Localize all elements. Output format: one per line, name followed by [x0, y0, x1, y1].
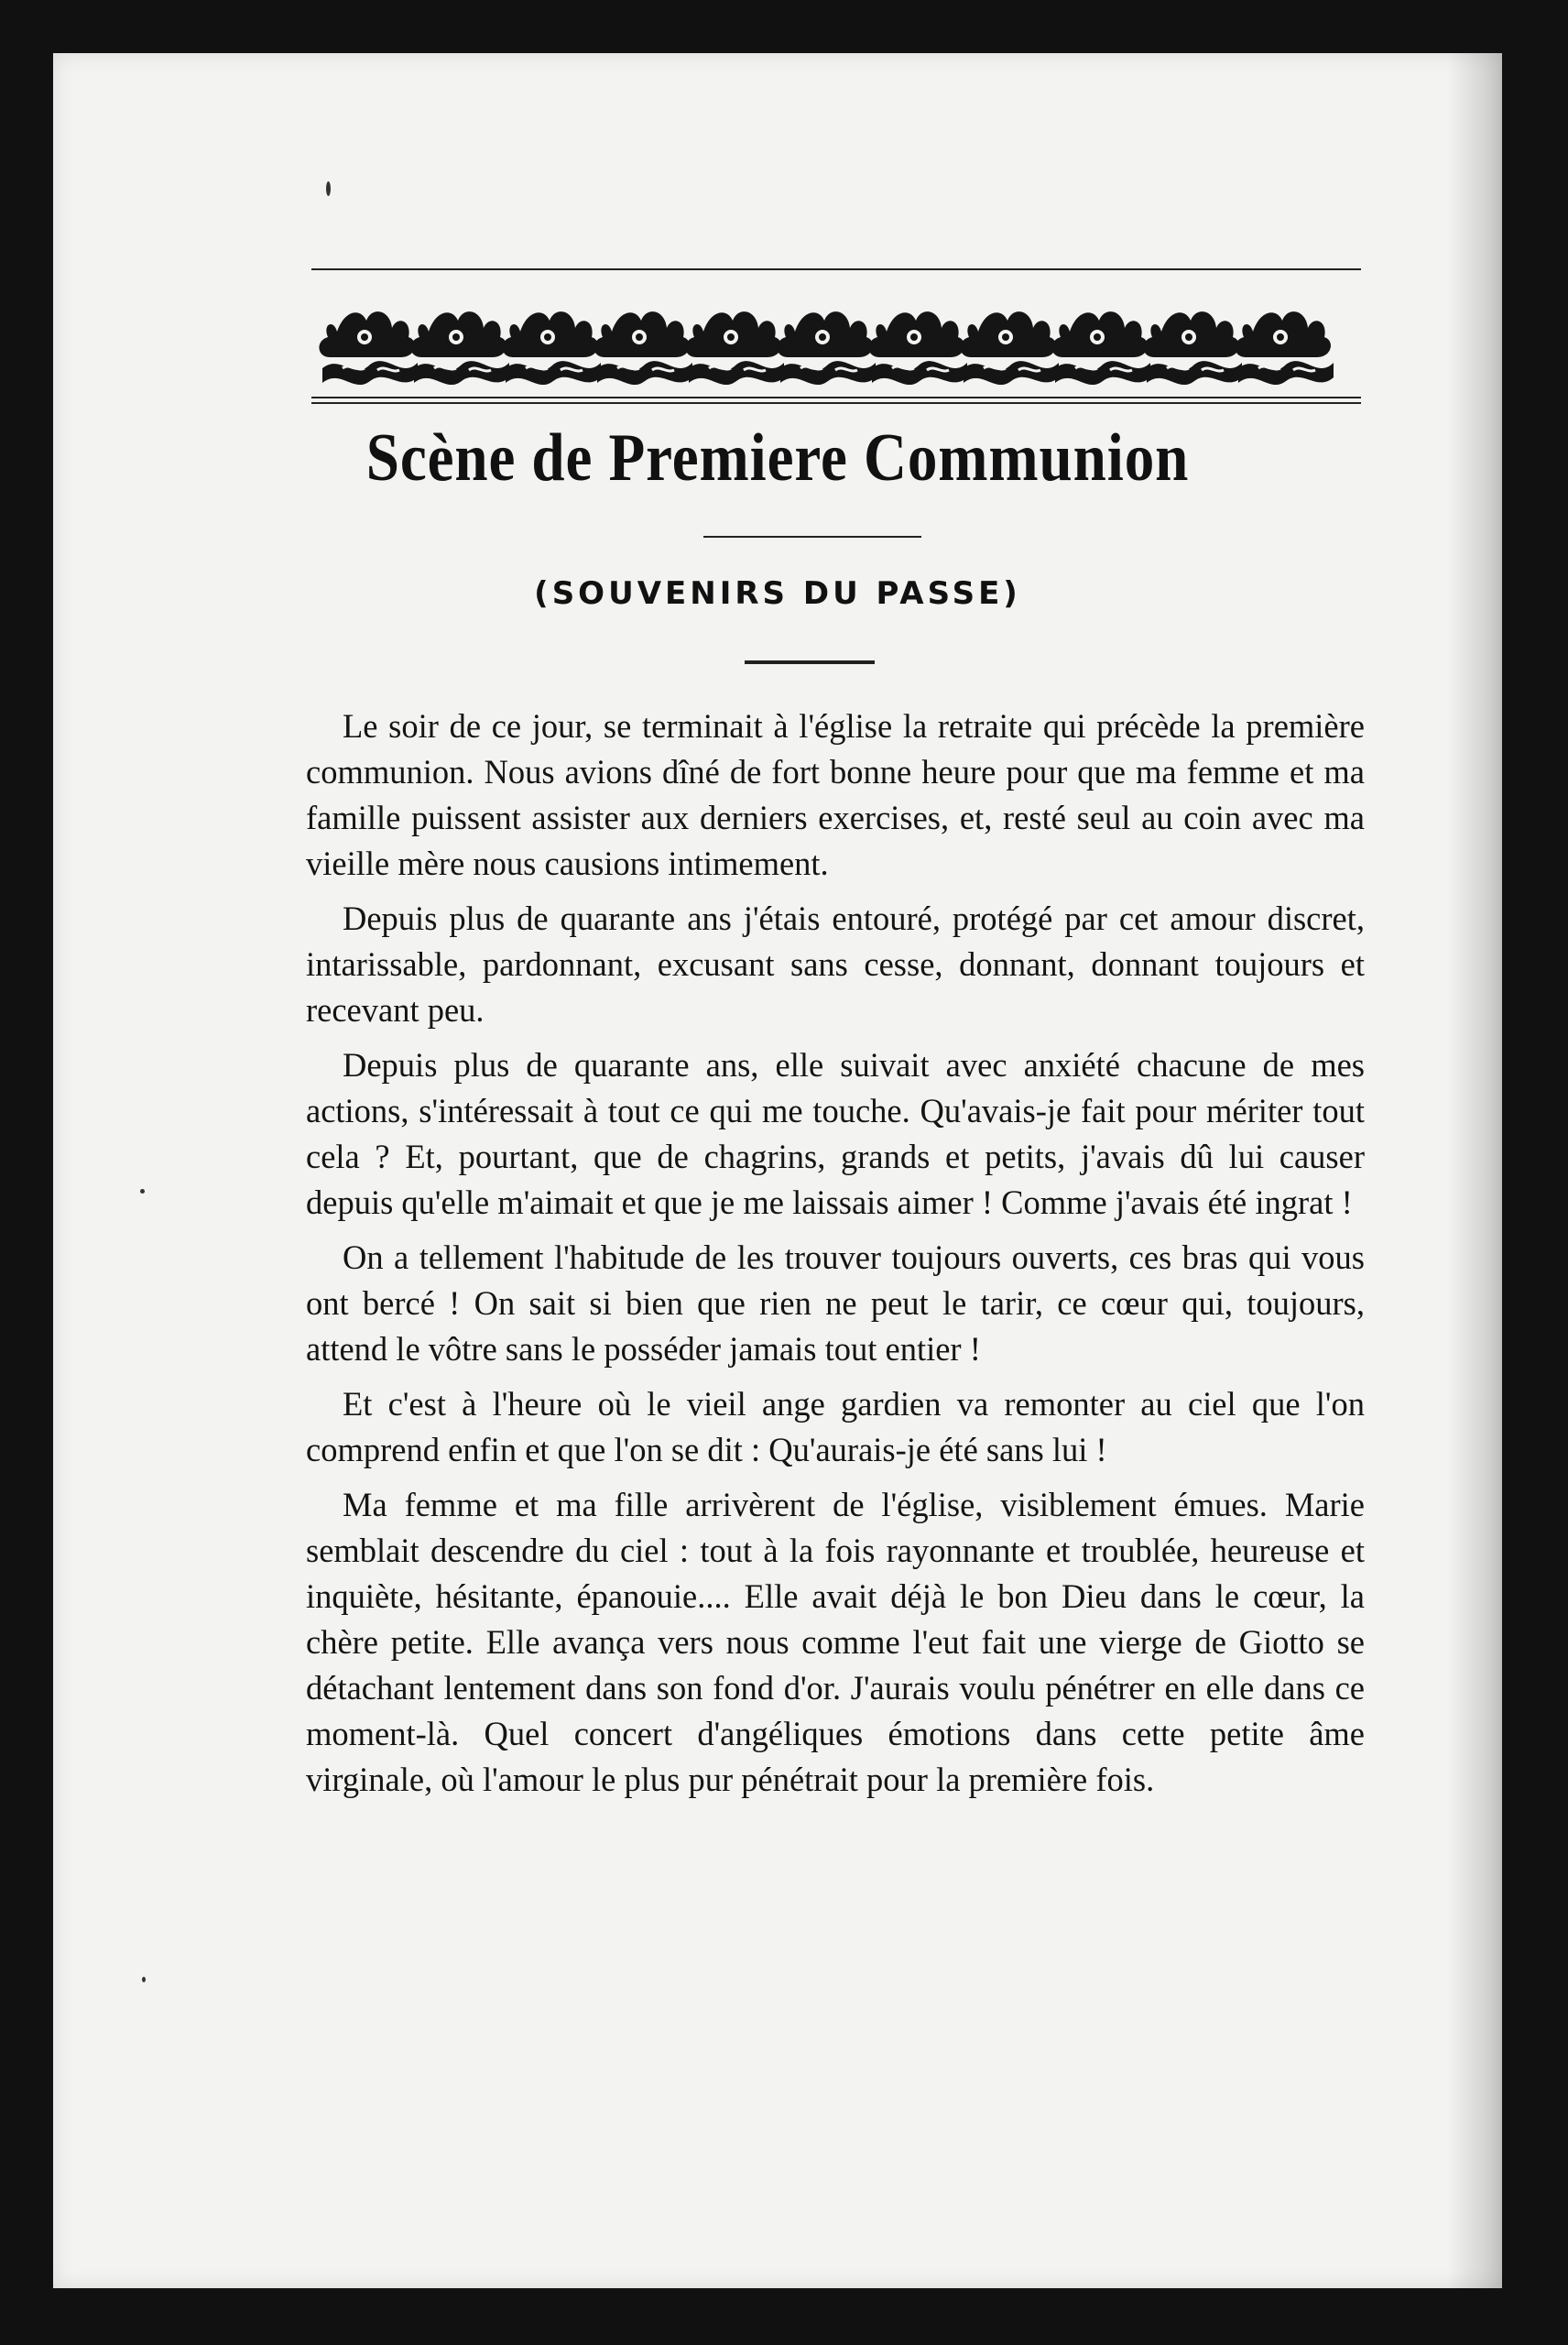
paragraph: Ma femme et ma fille arrivèrent de l'église, visiblement émues. Marie semblait descendre du ciel : tout à la fois rayonnante et troublée, heureuse et inquiète, hésitante, épanouie.... Elle avait déjà le bon Dieu dans le cœur, la chère petite. Elle avança vers nous comme l'eut fait une vierge de Giotto se détachant lentement dans son fond d'or. J'aurais voulu pénétrer en elle dans ce moment-là. Quel concert d'angéliques émotions dans cette petite âme virginale, où l'amour le plus pur pénétrait pour la première fois.	[306, 1486, 1365, 1798]
ink-speck	[326, 181, 331, 196]
page-title: Scène de Premiere Communion	[365, 420, 1190, 496]
paragraph: Et c'est à l'heure où le vieil ange gardien va remonter au ciel que l'on comprend enfin et que l'on se dit : Qu'aurais-je été sans lui !	[306, 1385, 1365, 1468]
page-edge-shadow	[1447, 53, 1502, 2288]
body-text	[306, 704, 1365, 1812]
floral-ornament-band	[311, 262, 1361, 409]
subtitle-divider	[745, 660, 875, 664]
paragraph: Depuis plus de quarante ans j'étais entouré, protégé par cet amour discret, intarissable, pardonnant, excusant sans cesse, donnant, donnant toujours et recevant peu.	[306, 900, 1365, 1029]
ink-speck	[142, 1977, 146, 1982]
subtitle: (SOUVENIRS DU PASSE)	[534, 575, 1021, 612]
paragraph: Depuis plus de quarante ans, elle suivait avec anxiété chacune de mes actions, s'intéressait à tout ce qui me touche. Qu'avais-je fait pour mériter tout cela ? Et, pourtant, que de chagrins, grands et petits, j'avais dû lui causer depuis qu'elle m'aimait et que je me laissais aimer ! Comme j'avais été ingrat !	[306, 1046, 1365, 1221]
ink-speck	[140, 1189, 145, 1194]
paragraph: On a tellement l'habitude de les trouver toujours ouverts, ces bras qui vous ont bercé ! On sait si bien que rien ne peut le tarir, ce cœur qui, toujours, attend le vôtre sans le posséder jamais tout entier !	[306, 1238, 1365, 1368]
book-page	[53, 53, 1502, 2288]
paragraph: Le soir de ce jour, se terminait à l'église la retraite qui précède la première communion. Nous avions dîné de fort bonne heure pour que ma femme et ma famille puissent assister aux derniers exercises, et, resté seul au coin avec ma vieille mère nous causions intimement.	[306, 707, 1365, 882]
title-divider	[703, 536, 921, 538]
